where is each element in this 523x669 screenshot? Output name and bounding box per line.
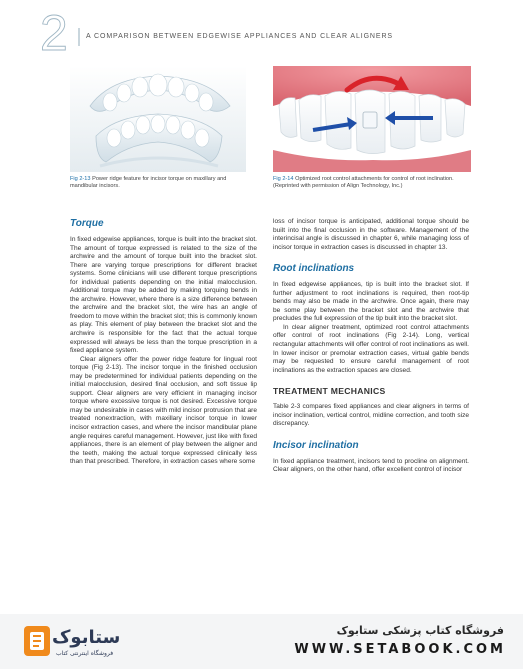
left-column — [70, 218, 257, 467]
section-heading-root-inclinations: Root inclinations — [273, 263, 355, 275]
figure-2-13-label: Fig 2-13 — [70, 176, 91, 182]
logo-wordmark: ستابوک — [52, 627, 121, 648]
torque-paragraph-1: In fixed edgewise appliances, torque is built into the bracket slot. The amount of torque expressed is related to the size of the archwire and the amount of torque built into the bracket slot. There are varying torque prescriptions for different bracket systems. Some clinicians will use different torque prescriptions for individual patients depending on the initial malocclusion. Additional torque may be added by making torquing bends in the archwire. However, where there is a size difference between the archwire and the bracket slot, the wire has an angle of freedom to move within the bracket slot; this is commonly known as play. This element of play between the bracket slot and the archwire is responsible for the fact that the actual torque expressed will always be less than the torque prescription in a fixed appliance system. — [70, 236, 257, 355]
store-name: فروشگاه کتاب پزشکی ستابوک — [336, 624, 504, 637]
figure-2-14-label: Fig 2-14 — [273, 176, 294, 182]
root-inclinations-paragraph-1: In fixed edgewise appliances, tip is built into the bracket slot. If further adjustment to root inclinations is required, then root-tip bends may also be made in the archwire. Once again, there may be some play between the bracket slot and the archwire that precludes the full expression of the tip built into the bracket slot. — [273, 281, 469, 323]
aligner-tray-image — [70, 66, 246, 172]
chapter-divider — [78, 28, 80, 46]
right-column — [273, 218, 469, 475]
figure-2-14 — [273, 66, 471, 172]
figure-2-13-caption-text: Power ridge feature for incisor torque on maxillary and mandibular incisors. — [70, 176, 227, 190]
chapter-number-graphic — [38, 8, 74, 54]
figure-2-14-caption — [273, 176, 473, 190]
incisor-inclination-paragraph: In fixed appliance treatment, incisors tend to procline on alignment. Clear aligners, on the other hand, offer excellent control of incisor — [273, 457, 469, 474]
figure-2-14-caption-text: Optimized root control attachments for control of root inclination. (Reprinted with permission of Align Technology, Inc.) — [273, 176, 454, 190]
figure-2-13-caption — [70, 176, 248, 190]
root-control-attachment-image — [273, 66, 471, 172]
figure-2-13 — [70, 66, 246, 172]
logo-tagline: فروشگاه اینترنتی کتاب — [56, 650, 114, 657]
svg-text:2: 2 — [40, 8, 68, 54]
root-inclinations-paragraph-2: In clear aligner treatment, optimized root control attachments offer control of root inclinations (Fig 2-14). Long, vertical rectangular attachments will offer control of root inclinations as well. In lower incisor or premolar extraction cases, virtual gable bends may be requested to ensure careful management of root inclinations as the extraction spaces are closed. — [273, 323, 469, 374]
running-head: A COMPARISON BETWEEN EDGEWISE APPLIANCES AND CLEAR ALIGNERS — [86, 33, 393, 40]
torque-paragraph-2: Clear aligners offer the power ridge feature for lingual root torque (Fig 2-13). The incisor torque in the finished occlusion may be predetermined for individual patients depending on the initial malocclusion, desired final occlusion, and soft tissue lip support. Clear aligners are very efficient in managing incisor torque where excessive torque is not desired. Excessive torque may be undesirable in cases with mild incisor protrusion that are treated nonextraction, with maxillary incisor torque in lower incisor extraction cases, and where the incisor mandibular plane angle requires careful management. However, just like with fixed appliances, there is an element of play between the aligner and the teeth, making the actual torque expressed clinically less than that prescribed. Therefore, in extraction cases where some — [70, 355, 257, 466]
treatment-mechanics-paragraph: Table 2-3 compares fixed appliances and clear aligners in terms of incisor inclination, vertical control, midline correction, and tooth size discrepancy. — [273, 403, 469, 428]
section-heading-treatment-mechanics: TREATMENT MECHANICS — [273, 386, 386, 397]
section-heading-incisor-inclination: Incisor inclination — [273, 439, 359, 451]
section-heading-torque: Torque — [70, 218, 104, 229]
torque-continuation: loss of incisor torque is anticipated, additional torque should be built into the final occlusion in the software. Management of the interincisal angle is discussed in chapter 6, while managing loss of incisor torque in extraction cases is discussed in chapter 13. — [273, 218, 469, 251]
store-url: WWW.SETABOOK.COM — [294, 642, 506, 657]
